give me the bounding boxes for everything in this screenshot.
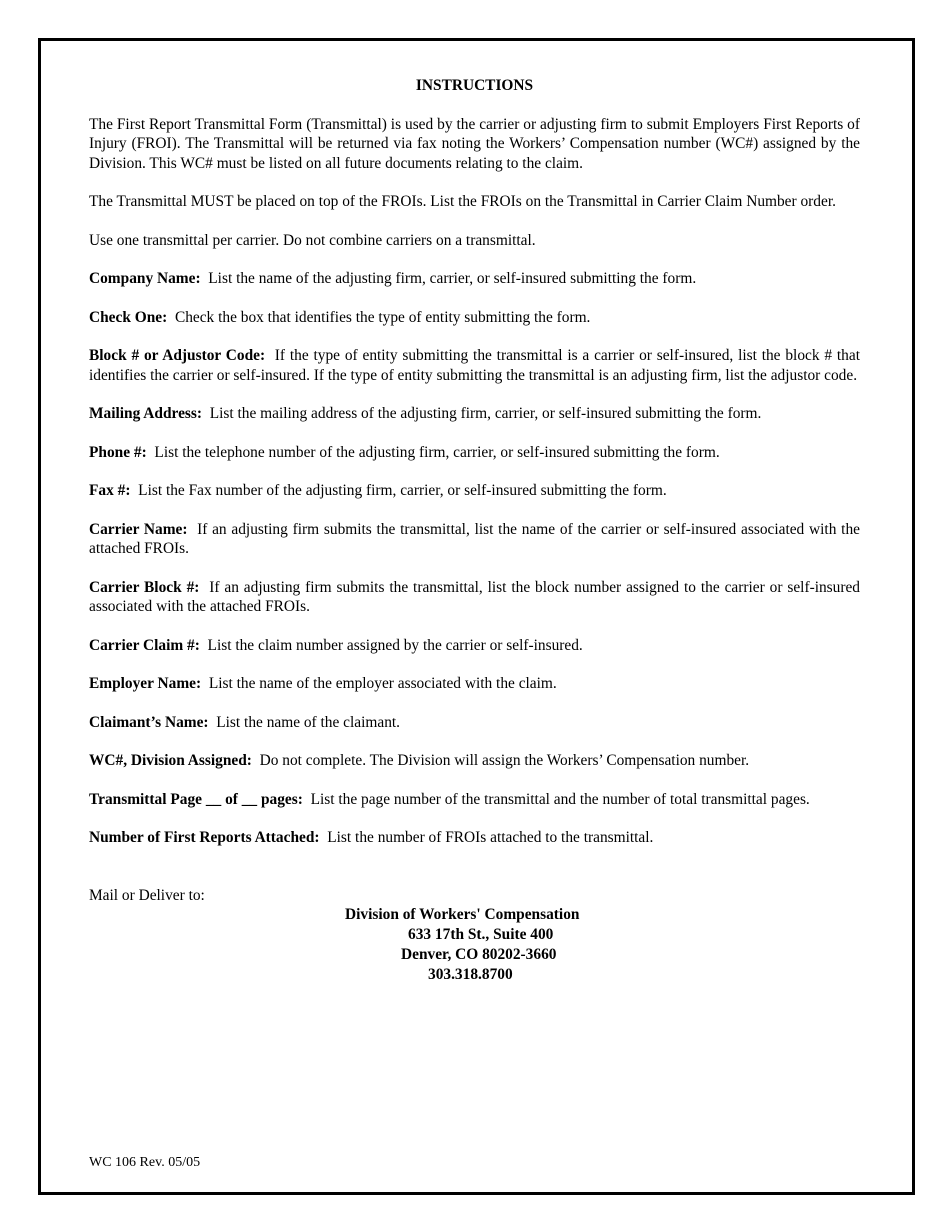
field-description: List the name of the claimant. [216, 713, 401, 731]
page-title: INSTRUCTIONS [415, 77, 534, 94]
field-mailing-address [89, 404, 860, 424]
instructions-content [89, 76, 860, 985]
field-description: List the page number of the transmittal and the number of total transmittal pages. [310, 790, 810, 808]
field-description: List the name of the adjusting firm, carrier, or self-insured submitting the form. [208, 270, 697, 287]
field-company-name [89, 269, 860, 289]
field-description: List the telephone number of the adjusting firm, carrier, or self-insured submitting the form. [154, 443, 720, 461]
field-description: List the name of the employer associated with the claim. [208, 675, 557, 692]
intro-paragraph: The First Report Transmittal Form (Transmittal) is used by the carrier or adjusting firm to submit Employers First Reports of Injury (FROI). The Transmittal will be returned via fax noting the Workers’ Compensation number (WC#) assigned by the Division. This WC# must be listed on all future documents relating to the claim. [89, 115, 860, 172]
mail-intro: Mail or Deliver to: [89, 886, 205, 904]
field-label: Claimant’s Name: [89, 713, 209, 731]
carrier-paragraph: Use one transmittal per carrier. Do not combine carriers on a transmittal. [89, 231, 536, 249]
field-label: Block # or Adjustor Code: [89, 347, 266, 364]
address-phone: 303.318.8700 [428, 966, 513, 983]
field-transmittal-page [89, 790, 860, 810]
placement-paragraph: The Transmittal MUST be placed on top of the FROIs. List the FROIs on the Transmittal in Carrier Claim Number order. [89, 193, 836, 210]
field-carrier-claim [89, 636, 860, 656]
address-street: 633 17th St., Suite 400 [408, 926, 554, 943]
mailing-address-block [89, 905, 860, 985]
field-description: If an adjusting firm submits the transmittal, list the block number assigned to the carrier or self-insured associated with the attached FROIs. [89, 578, 861, 615]
field-description: Do not complete. The Division will assign the Workers’ Compensation number. [259, 752, 750, 769]
field-description: If the type of entity submitting the transmittal is a carrier or self-insured, list the block # that identifies the carrier or self-insured. If the type of entity submitting the transmittal is an adjusting firm, list the adjustor code. [89, 347, 860, 384]
field-wc-number [89, 751, 860, 771]
field-label: Number of First Reports Attached: [89, 829, 320, 846]
address-city: Denver, CO 80202-3660 [401, 946, 557, 963]
address-org: Division of Workers' Compensation [345, 906, 580, 923]
field-description: List the Fax number of the adjusting firm, carrier, or self-insured submitting the form. [138, 482, 667, 499]
field-first-reports-count [89, 828, 860, 848]
field-description: If an adjusting firm submits the transmittal, list the name of the carrier or self-insured associated with the attached FROIs. [89, 520, 860, 557]
field-label: Carrier Claim #: [89, 636, 200, 654]
field-employer-name [89, 674, 860, 694]
field-label: Fax #: [89, 482, 131, 499]
field-label: Transmittal Page __ of __ pages: [89, 790, 303, 808]
field-label: WC#, Division Assigned: [89, 752, 252, 769]
field-block-adjustor-code [89, 346, 860, 385]
field-carrier-name [89, 520, 860, 559]
field-carrier-block [89, 578, 860, 617]
field-fax [89, 481, 860, 501]
field-label: Carrier Block #: [89, 578, 200, 596]
field-description: List the number of FROIs attached to the transmittal. [327, 829, 654, 846]
field-description: List the mailing address of the adjusting firm, carrier, or self-insured submitting the form. [209, 405, 762, 422]
field-description: List the claim number assigned by the carrier or self-insured. [207, 636, 583, 654]
form-revision-footer: WC 106 Rev. 05/05 [89, 1155, 201, 1170]
field-label: Company Name: [89, 270, 201, 287]
field-label: Phone #: [89, 443, 147, 461]
field-phone [89, 443, 860, 463]
field-label: Mailing Address: [89, 405, 203, 422]
field-label: Carrier Name: [89, 520, 188, 538]
field-claimant-name [89, 713, 860, 733]
field-label: Employer Name: [89, 675, 202, 692]
field-label: Check One: [89, 308, 168, 326]
field-check-one [89, 308, 860, 328]
field-description: Check the box that identifies the type of entity submitting the form. [174, 308, 591, 326]
